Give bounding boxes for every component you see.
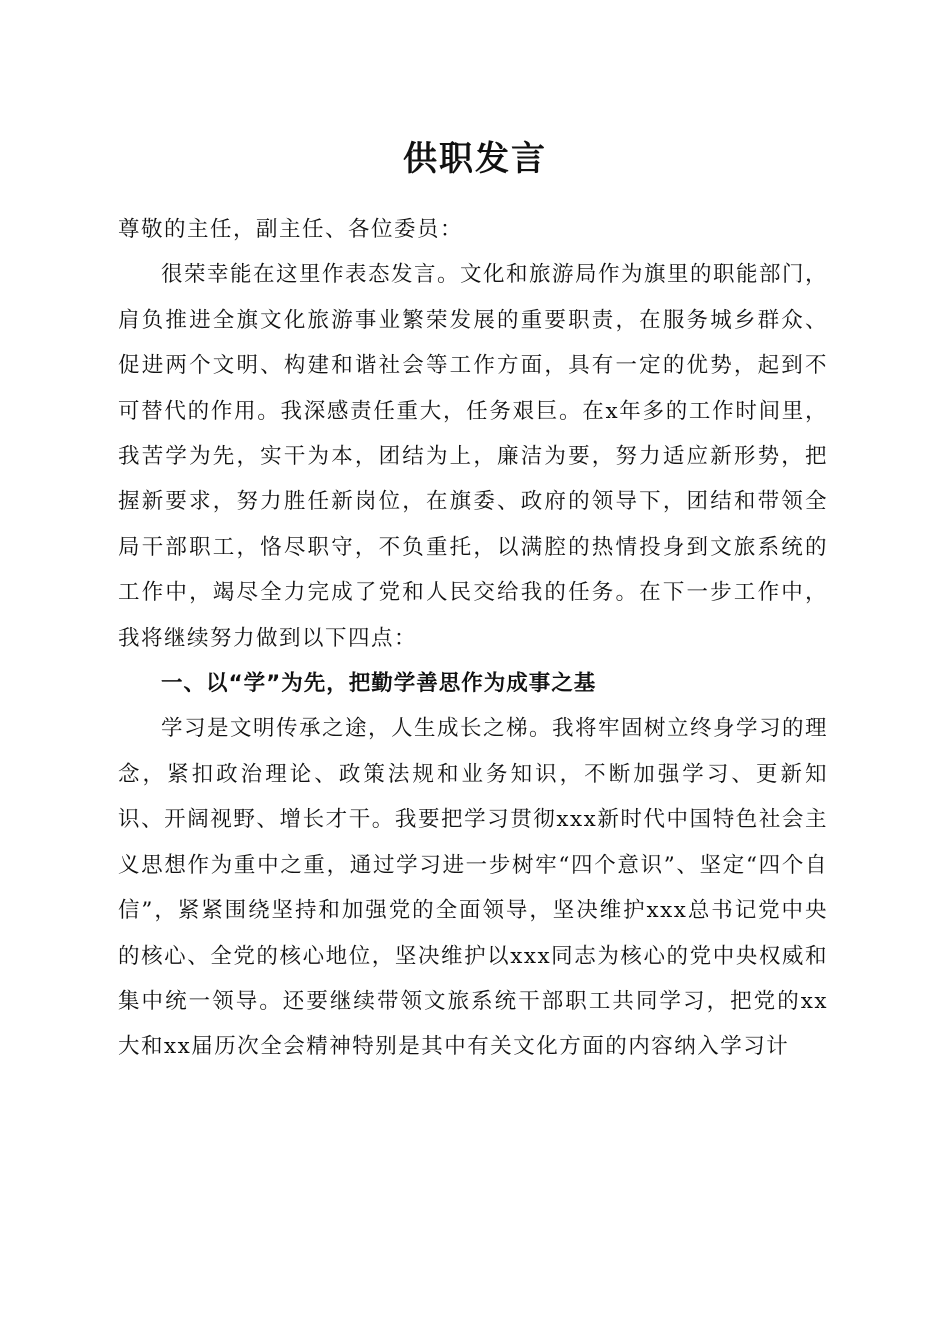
- document-title: 供职发言: [403, 139, 547, 179]
- section-heading-1: 一、以“学”为先，把勤学善思作为成事之基: [161, 671, 597, 697]
- paragraph-study: 学习是文明传承之途，人生成长之梯。我将牢固树立终身学习的理念，紧扣政治理论、政策法规和业务知识，不断加强学习、更新知识、开阔视野、增长才干。我要把学习贯彻xxx新时代中国特色社会主义思想作为重中之重，通过学习进一步树牢“四个意识”、坚定“四个自信”，紧紧围绕坚持和加强党的全面领导，坚决维护xxx总书记党中央的核心、全党的核心地位，坚决维护以xxx同志为核心的党中央权威和集中统一领导。还要继续带领文旅系统干部职工共同学习，把党的xx大和xx届历次全会精神特别是其中有关文化方面的内容纳入学习计: [118, 716, 829, 1060]
- paragraph-intro: 很荣幸能在这里作表态发言。文化和旅游局作为旗里的职能部门，肩负推进全旗文化旅游事业繁荣发展的重要职责，在服务城乡群众、促进两个文明、构建和谐社会等工作方面，具有一定的优势，起到不可替代的作用。我深感责任重大，任务艰巨。在x年多的工作时间里，我苦学为先，实干为本，团结为上，廉洁为要，努力适应新形势，把握新要求，努力胜任新岗位，在旗委、政府的领导下，团结和带领全局干部职工，恪尽职守，不负重托，以满腔的热情投身到文旅系统的工作中，竭尽全力完成了党和人民交给我的任务。在下一步工作中，我将继续努力做到以下四点：: [118, 262, 829, 651]
- salutation: 尊敬的主任，副主任、各位委员：: [118, 217, 464, 242]
- document-body: [118, 207, 828, 1070]
